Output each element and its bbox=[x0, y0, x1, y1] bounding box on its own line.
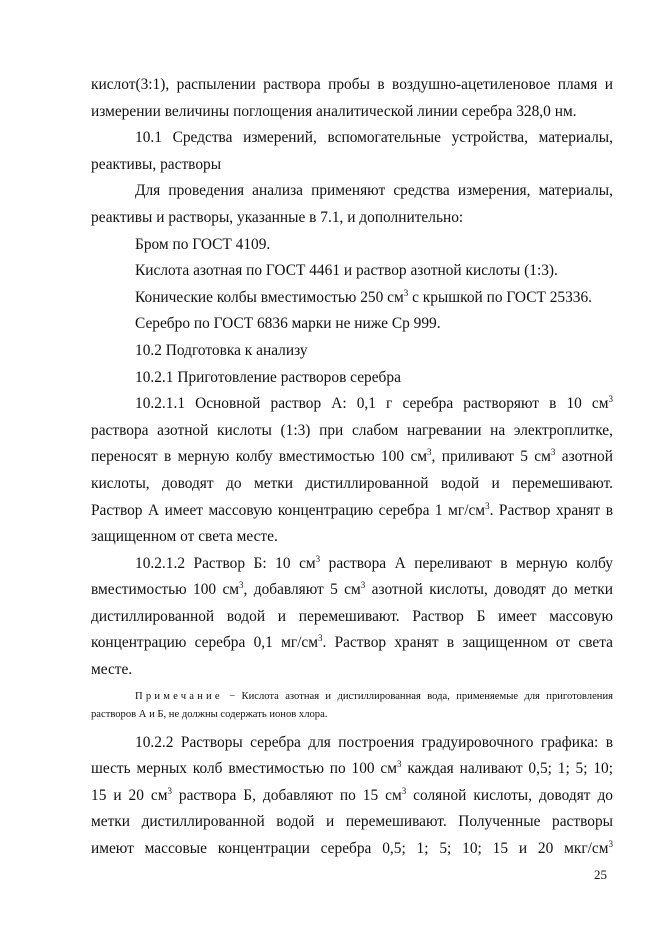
section-10-2-heading: 10.2 Подготовка к анализу bbox=[135, 341, 308, 359]
document-body bbox=[91, 72, 613, 863]
superscript: 3 bbox=[167, 785, 172, 796]
superscript: 3 bbox=[427, 447, 432, 458]
superscript: 3 bbox=[360, 580, 366, 591]
text-line bbox=[91, 391, 613, 418]
text-line: метки дистиллированной водой и перемешивают. Полученные растворы bbox=[91, 813, 613, 831]
text-run: имеют массовые концентрации серебра 0,5; 1; 5; 10; 15 и 20 мкг/см bbox=[91, 840, 609, 858]
text-line bbox=[91, 498, 613, 525]
page-number: 25 bbox=[594, 867, 607, 882]
text-run: соляной кислоты, доводят до bbox=[406, 786, 613, 804]
superscript: 3 bbox=[608, 839, 613, 850]
paragraph-solution-a bbox=[91, 391, 613, 551]
text-line bbox=[91, 577, 613, 604]
superscript: 3 bbox=[485, 500, 490, 511]
superscript: 3 bbox=[397, 759, 402, 770]
paragraph-intro bbox=[91, 72, 613, 125]
text-line: месте. bbox=[91, 661, 133, 679]
text-line bbox=[91, 444, 613, 471]
text-run: с крышкой по ГОСТ 25336. bbox=[408, 288, 593, 306]
text-line: кислот(3:1), распылении раствора пробы в воздушно-ацетиленовое пламя и bbox=[91, 76, 613, 93]
text-line bbox=[91, 688, 613, 706]
text-line bbox=[91, 551, 613, 578]
text-line: кислоты, доводят до метки дистиллированной водой и перемешивают. bbox=[91, 474, 613, 492]
note bbox=[91, 688, 613, 724]
paragraph-solution-b bbox=[91, 551, 613, 684]
text-run: раствора Б, добавляют по 15 см bbox=[171, 786, 402, 804]
text-run: − Кислота азотная и дистиллированная вода, применяемые для приготовления bbox=[222, 690, 613, 702]
list-item-brom: Бром по ГОСТ 4109. bbox=[135, 235, 271, 253]
superscript: 3 bbox=[317, 633, 323, 644]
text-line bbox=[91, 756, 613, 783]
superscript: 3 bbox=[403, 287, 409, 298]
text-run: , приливают 5 см bbox=[431, 448, 551, 466]
text-run: азотной bbox=[555, 448, 613, 466]
text-line: растворов А и Б, не должны содержать ионов хлора. bbox=[91, 708, 328, 720]
text-run: каждая наливают 0,5; 1; 5; 10; bbox=[401, 760, 613, 778]
superscript: 3 bbox=[401, 785, 407, 796]
text-run: азотной кислоты, доводят до метки bbox=[365, 581, 614, 599]
text-line: дистиллированной водой и перемешивают. Раствор Б имеет массовую bbox=[91, 607, 613, 625]
text-line: защищенном от света месте. bbox=[91, 528, 278, 546]
text-line: 10.1 Средства измерений, вспомогательные устройства, материалы, bbox=[135, 129, 613, 147]
superscript: 3 bbox=[550, 447, 556, 458]
text-line: реактивы и растворы, указанные в 7.1, и дополнительно: bbox=[91, 208, 464, 226]
text-run: переносят в мерную колбу вместимостью 100 см bbox=[91, 448, 428, 466]
text-run: вместимостью 100 см bbox=[91, 581, 240, 599]
text-run: шесть мерных колб вместимостью по 100 см bbox=[91, 760, 397, 778]
text-run: , добавляют 5 см bbox=[243, 581, 361, 599]
list-item-silver: Серебро по ГОСТ 6836 марки не ниже Ср 999. bbox=[135, 315, 441, 333]
superscript: 3 bbox=[239, 580, 244, 591]
text-run: 10.2.1.1 Основной раствор А: 0,1 г серебра растворяют в 10 см bbox=[135, 395, 609, 413]
paragraph-apply bbox=[91, 178, 613, 231]
superscript: 3 bbox=[608, 394, 613, 405]
text-run: . Раствор хранят в защищенном от света bbox=[322, 634, 613, 652]
list-item-flasks bbox=[91, 285, 613, 312]
text-line: раствора азотной кислоты (1:3) при слабом нагревании на электроплитке, bbox=[91, 421, 613, 439]
text-line bbox=[91, 836, 613, 863]
section-10-2-1-heading: 10.2.1 Приготовление растворов серебра bbox=[135, 368, 401, 386]
section-10-1-heading bbox=[91, 125, 613, 178]
list-item-nitric-acid: Кислота азотная по ГОСТ 4461 и раствор азотной кислоты (1:3). bbox=[135, 262, 558, 280]
text-run: концентрацию серебра 0,1 мг/см bbox=[91, 634, 318, 652]
text-line: Для проведения анализа применяют средства измерения, материалы, bbox=[135, 182, 613, 200]
text-run: Раствор А имеет массовую концентрацию серебра 1 мг/см bbox=[91, 501, 486, 519]
text-run: Конические колбы вместимостью 250 см bbox=[135, 288, 404, 306]
superscript: 3 bbox=[315, 553, 321, 564]
text-line: реактивы, растворы bbox=[91, 155, 222, 173]
text-line bbox=[91, 783, 613, 810]
text-line: 10.2.2 Растворы серебра для построения градуировочного графика: в bbox=[135, 733, 613, 751]
text-run: . Раствор хранят в bbox=[489, 501, 614, 519]
text-run: 10.2.1.2 Раствор Б: 10 см bbox=[135, 554, 316, 572]
text-line: измерении величины поглощения аналитической линии серебра 328,0 нм. bbox=[91, 102, 577, 120]
note-heading: Примечание bbox=[135, 690, 223, 702]
text-run: раствора А переливают в мерную колбу bbox=[320, 554, 613, 572]
paragraph-calibration bbox=[91, 730, 613, 863]
text-run: 15 и 20 см bbox=[91, 786, 168, 804]
text-line bbox=[91, 630, 613, 657]
